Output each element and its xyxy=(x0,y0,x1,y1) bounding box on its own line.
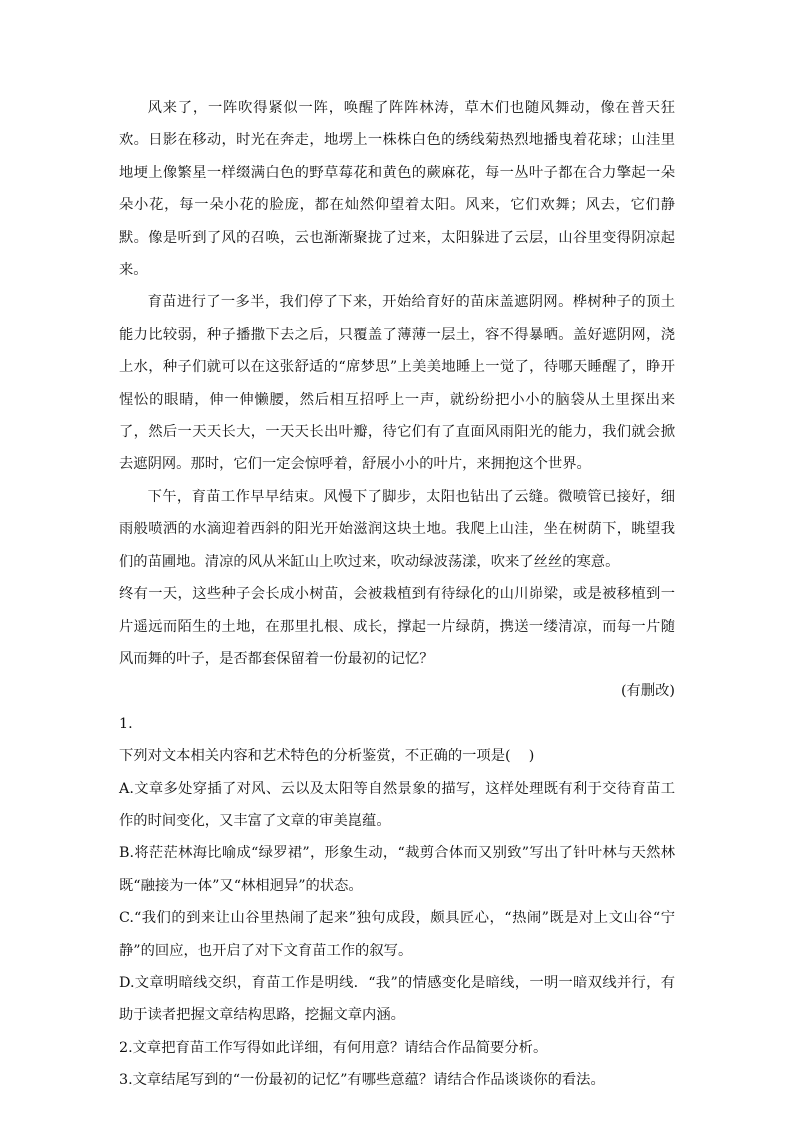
passage-paragraph-ending: 终有一天，这些种子会长成小树苗，会被栽植到有待绿化的山川峁梁，或是被移植到一片遥远而陌生的土地，在那里扎根、成长，撑起一片绿荫，携送一缕清凉，而每一片随风而舞的叶子，是否都套保留着一份最初的记忆？ xyxy=(119,586,675,667)
document-page xyxy=(119,92,675,1097)
passage-paragraph-afternoon: 下午，育苗工作早早结束。风慢下了脚步，太阳也钻出了云缝。微喷管已接好，细雨般喷洒的水滴迎着西斜的阳光开始滋润这块土地。我爬上山洼，坐在树荫下，眺望我们的苗圃地。清凉的风从米缸山上吹过来，吹动绿波荡漾，吹来了丝丝的寒意。 xyxy=(119,488,675,570)
passage-paragraph-seedlings: 育苗进行了一多半，我们停了下来，开始给育好的苗床盖遮阴网。桦树种子的顶土能力比较弱，种子播撒下去之后，只覆盖了薄薄一层土，容不得暴晒。盖好遮阴网，浇上水，种子们就可以在这张舒适的“席梦思”上美美地睡上一觉了，待哪天睡醒了，睁开惺忪的眼睛，伸一伸懒腰，然后相互招呼上一声，就纷纷把小小的脑袋从土里探出来了，然后一天天长大，一天天长出叶瓣，待它们有了直面风雨阳光的能力，我们就会掀去遮阴网。那时，它们一定会惊呼着，舒展小小的叶片，来拥抱这个世界。 xyxy=(119,294,675,473)
passage-attribution: (有删改) xyxy=(620,683,675,700)
question-1-number: 1. xyxy=(119,715,133,732)
question-3: 3.文章结尾写到的“一份最初的记忆”有哪些意蕴？请结合作品谈谈你的看法。 xyxy=(119,1072,605,1089)
question-2: 2.文章把育苗工作写得如此详细，有何用意？请结合作品简要分析。 xyxy=(119,1039,548,1056)
question-1-option-a: A.文章多处穿插了对风、云以及太阳等自然景象的描写，这样处理既有利于交待育苗工作的时间变化，又丰富了文章的审美崑蕴。 xyxy=(119,780,675,829)
question-1-option-d: D.文章明暗线交织，育苗工作是明线．“我”的情感变化是暗线，一明一暗双线并行，有助于读者把握文章结构思路，挖掘文章内涵。 xyxy=(119,974,675,1024)
question-1-stem: 下列对文本相关内容和艺术特色的分析鉴赏，不正确的一项是( ) xyxy=(119,748,535,765)
passage-paragraph-wind: 风来了，一阵吹得紧似一阵，唤醒了阵阵林涛，草木们也随风舞动，像在普天狂欢。日影在移动，时光在奔走，地塄上一株株白色的绣线菊热烈地播曳着花球；山洼里地埂上像繁星一样缀满白色的野草莓花和黄色的蕨麻花，每一丛叶子都在合力擎起一朵朵小花，每一朵小花的脸庞，都在灿然仰望着太阳。风来，它们欢舞；风去，它们静默。像是听到了风的召唤，云也渐渐聚拢了过来，太阳躲进了云层，山谷里变得阴凉起来。 xyxy=(119,100,675,279)
question-1-option-b: B.将茫茫林海比喻成“绿罗裙”，形象生动，“裁剪合体而又别致”写出了针叶林与天然林既“融接为一体”又“林相迥异”的状态。 xyxy=(119,845,675,894)
question-1-option-c: C.“我们的到来让山谷里热闹了起来”独句成段，颇具匠心，“热闹”既是对上文山谷“宁静”的回应，也开启了对下文育苗工作的叙写。 xyxy=(119,910,675,959)
